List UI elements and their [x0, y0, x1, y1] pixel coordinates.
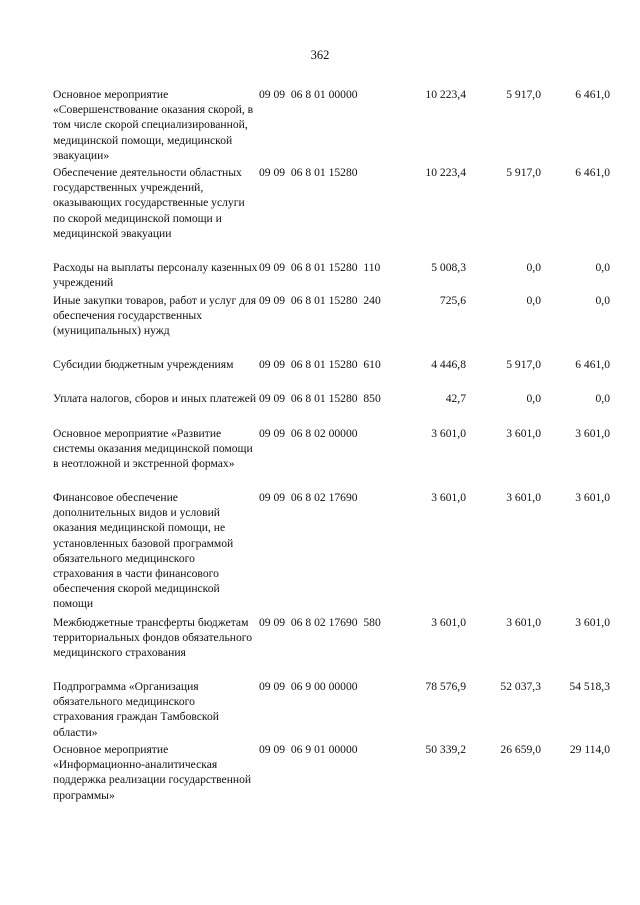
- row-code: 09 09 06 9 01 00000: [259, 743, 358, 756]
- row-name: Основное мероприятие «Информационно-аналитическая поддержка реализации государственной программы»: [53, 743, 252, 802]
- row-value-3: 0,0: [595, 294, 610, 307]
- row-code: 09 09 06 9 00 00000: [259, 680, 358, 693]
- row-code: 09 09 06 8 01 15280 850: [259, 392, 381, 405]
- row-value-1: 10 223,4: [425, 166, 466, 179]
- row-value-1: 3 601,0: [431, 616, 466, 629]
- row-value-3: 0,0: [595, 392, 610, 405]
- row-value-2: 52 037,3: [500, 680, 541, 693]
- row-value-2: 5 917,0: [506, 358, 541, 371]
- row-value-2: 0,0: [526, 294, 541, 307]
- row-value-1: 3 601,0: [431, 427, 466, 440]
- row-value-3: 6 461,0: [575, 358, 610, 371]
- row-value-2: 3 601,0: [506, 616, 541, 629]
- row-value-2: 26 659,0: [500, 743, 541, 756]
- row-code: 09 09 06 8 02 17690: [259, 491, 358, 504]
- row-value-1: 4 446,8: [431, 358, 466, 371]
- row-name: Подпрограмма «Организация обязательного медицинского страхования граждан Тамбовской области»: [53, 680, 219, 739]
- row-name: Уплата налогов, сборов и иных платежей: [53, 392, 257, 405]
- row-code: 09 09 06 8 01 15280 610: [259, 358, 381, 371]
- row-code: 09 09 06 8 01 15280: [259, 166, 358, 179]
- row-value-2: 5 917,0: [506, 88, 541, 101]
- row-value-2: 5 917,0: [506, 166, 541, 179]
- row-name: Обеспечение деятельности областных государственных учреждений, оказывающих государственные услуги по скорой медицинской помощи и медицинской эвакуации: [53, 166, 245, 240]
- row-name: Финансовое обеспечение дополнительных видов и условий оказания медицинской помощи, не установленных базовой программой обязательного медицинского страхования в части финансового обеспечения скорой медицинской помощи: [53, 491, 234, 611]
- row-name: Основное мероприятие «Совершенствование оказания скорой, в том числе скорой специализированной, медицинской помощи, медицинской эвакуации»: [53, 88, 254, 162]
- row-value-1: 50 339,2: [425, 743, 466, 756]
- row-value-3: 6 461,0: [575, 88, 610, 101]
- row-value-1: 5 008,3: [431, 261, 466, 274]
- row-value-3: 6 461,0: [575, 166, 610, 179]
- row-name: Межбюджетные трансферты бюджетам территориальных фондов обязательного медицинского страхования: [53, 616, 253, 660]
- row-value-2: 3 601,0: [506, 491, 541, 504]
- row-name: Субсидии бюджетным учреждениям: [53, 358, 234, 371]
- row-name: Расходы на выплаты персоналу казенных учреждений: [53, 261, 258, 290]
- row-code: 09 09 06 8 01 15280 240: [259, 294, 381, 307]
- row-value-2: 0,0: [526, 392, 541, 405]
- row-value-1: 42,7: [445, 392, 466, 405]
- row-value-2: 0,0: [526, 261, 541, 274]
- row-value-1: 78 576,9: [425, 680, 466, 693]
- row-value-1: 725,6: [439, 294, 466, 307]
- row-value-3: 54 518,3: [569, 680, 610, 693]
- row-value-3: 3 601,0: [575, 491, 610, 504]
- row-value-3: 0,0: [595, 261, 610, 274]
- row-value-3: 29 114,0: [569, 743, 610, 756]
- row-value-3: 3 601,0: [575, 427, 610, 440]
- row-code: 09 09 06 8 02 17690 580: [259, 616, 381, 629]
- row-code: 09 09 06 8 01 00000: [259, 88, 358, 101]
- row-value-1: 3 601,0: [431, 491, 466, 504]
- row-value-3: 3 601,0: [575, 616, 610, 629]
- row-value-2: 3 601,0: [506, 427, 541, 440]
- row-code: 09 09 06 8 02 00000: [259, 427, 358, 440]
- row-name: Основное мероприятие «Развитие системы оказания медицинской помощи в неотложной и экстренной формах»: [53, 427, 253, 471]
- row-code: 09 09 06 8 01 15280 110: [259, 261, 381, 274]
- row-name: Иные закупки товаров, работ и услуг для обеспечения государственных (муниципальных) нужд: [53, 294, 257, 338]
- row-value-1: 10 223,4: [425, 88, 466, 101]
- page-number: 362: [310, 48, 330, 62]
